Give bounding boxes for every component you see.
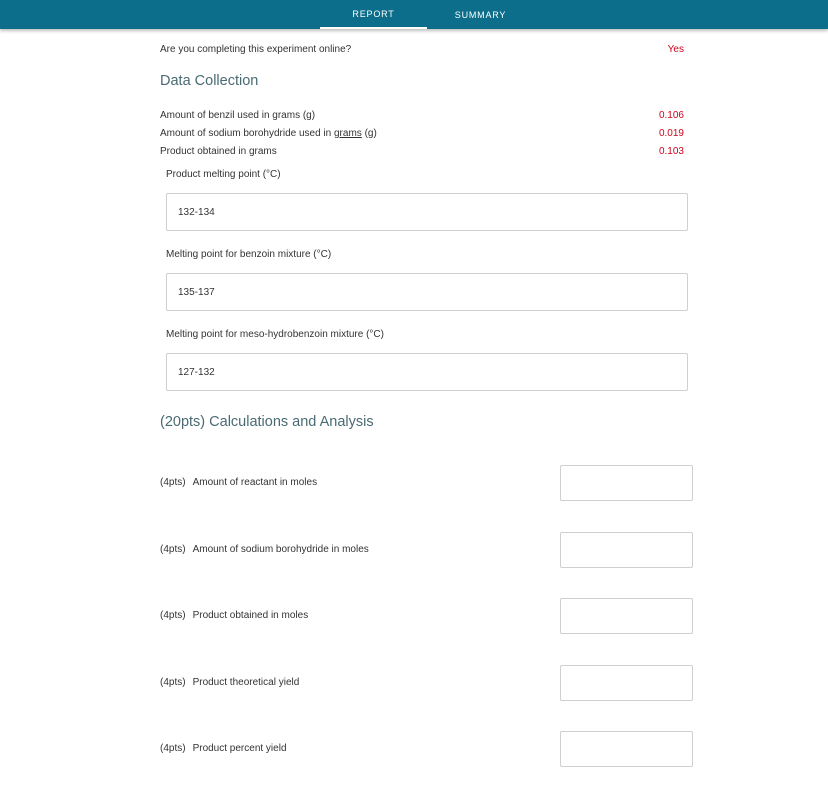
product-grams-row (160, 144, 684, 158)
borohydride-value: 0.019 (658, 127, 684, 139)
product-grams-value: 0.103 (658, 145, 684, 157)
benzil-row (160, 108, 684, 122)
calc-label: Product theoretical yield (192, 677, 300, 688)
theoretical-yield-input[interactable] (560, 665, 693, 701)
product-melting-point-label: Product melting point (°C) (166, 169, 281, 180)
calc-item-product-moles (160, 610, 308, 621)
calc-label: Product obtained in moles (192, 610, 309, 621)
meso-hydrobenzoin-melting-point-label: Melting point for meso-hydrobenzoin mixture (°C) (166, 329, 384, 340)
calc-item-theoretical-yield (160, 677, 299, 688)
borohydride-label (160, 128, 377, 139)
calc-points: (4pts) (160, 610, 186, 621)
meso-hydrobenzoin-melting-point-field[interactable]: 127-132 (166, 353, 688, 391)
calc-label: Amount of reactant in moles (192, 477, 318, 488)
calculations-title: (20pts) Calculations and Analysis (160, 414, 374, 430)
top-nav-bar (0, 0, 828, 29)
borohydride-row (160, 126, 684, 140)
product-grams-label: Product obtained in grams (160, 145, 277, 157)
calc-item-percent-yield (160, 743, 287, 754)
online-question-label: Are you completing this experiment online? (160, 43, 352, 55)
product-melting-point-field[interactable]: 132-134 (166, 193, 688, 231)
calc-item-borohydride-moles (160, 544, 369, 555)
data-collection-title: Data Collection (160, 73, 259, 89)
borohydride-label-post: (g) (361, 127, 377, 139)
benzil-label: Amount of benzil used in grams (g) (160, 109, 316, 121)
product-moles-input[interactable] (560, 598, 693, 634)
benzil-value: 0.106 (658, 109, 684, 121)
online-question-value: Yes (667, 43, 684, 55)
borohydride-moles-input[interactable] (560, 532, 693, 568)
percent-yield-input[interactable] (560, 731, 693, 767)
tab-report[interactable]: REPORT (320, 0, 427, 29)
tab-summary[interactable]: SUMMARY (454, 9, 507, 20)
calc-item-reactant-moles (160, 477, 317, 488)
online-question-row (160, 42, 684, 56)
benzoin-melting-point-label: Melting point for benzoin mixture (°C) (166, 249, 332, 260)
calc-points: (4pts) (160, 677, 186, 688)
calc-points: (4pts) (160, 477, 186, 488)
borohydride-label-pre: Amount of sodium borohydride used in (160, 127, 334, 139)
reactant-moles-input[interactable] (560, 465, 693, 501)
calc-label: Amount of sodium borohydride in moles (192, 544, 369, 555)
grams-link[interactable]: grams (334, 127, 362, 139)
calc-points: (4pts) (160, 743, 186, 754)
calc-points: (4pts) (160, 544, 186, 555)
benzoin-melting-point-field[interactable]: 135-137 (166, 273, 688, 311)
calc-label: Product percent yield (192, 743, 287, 754)
